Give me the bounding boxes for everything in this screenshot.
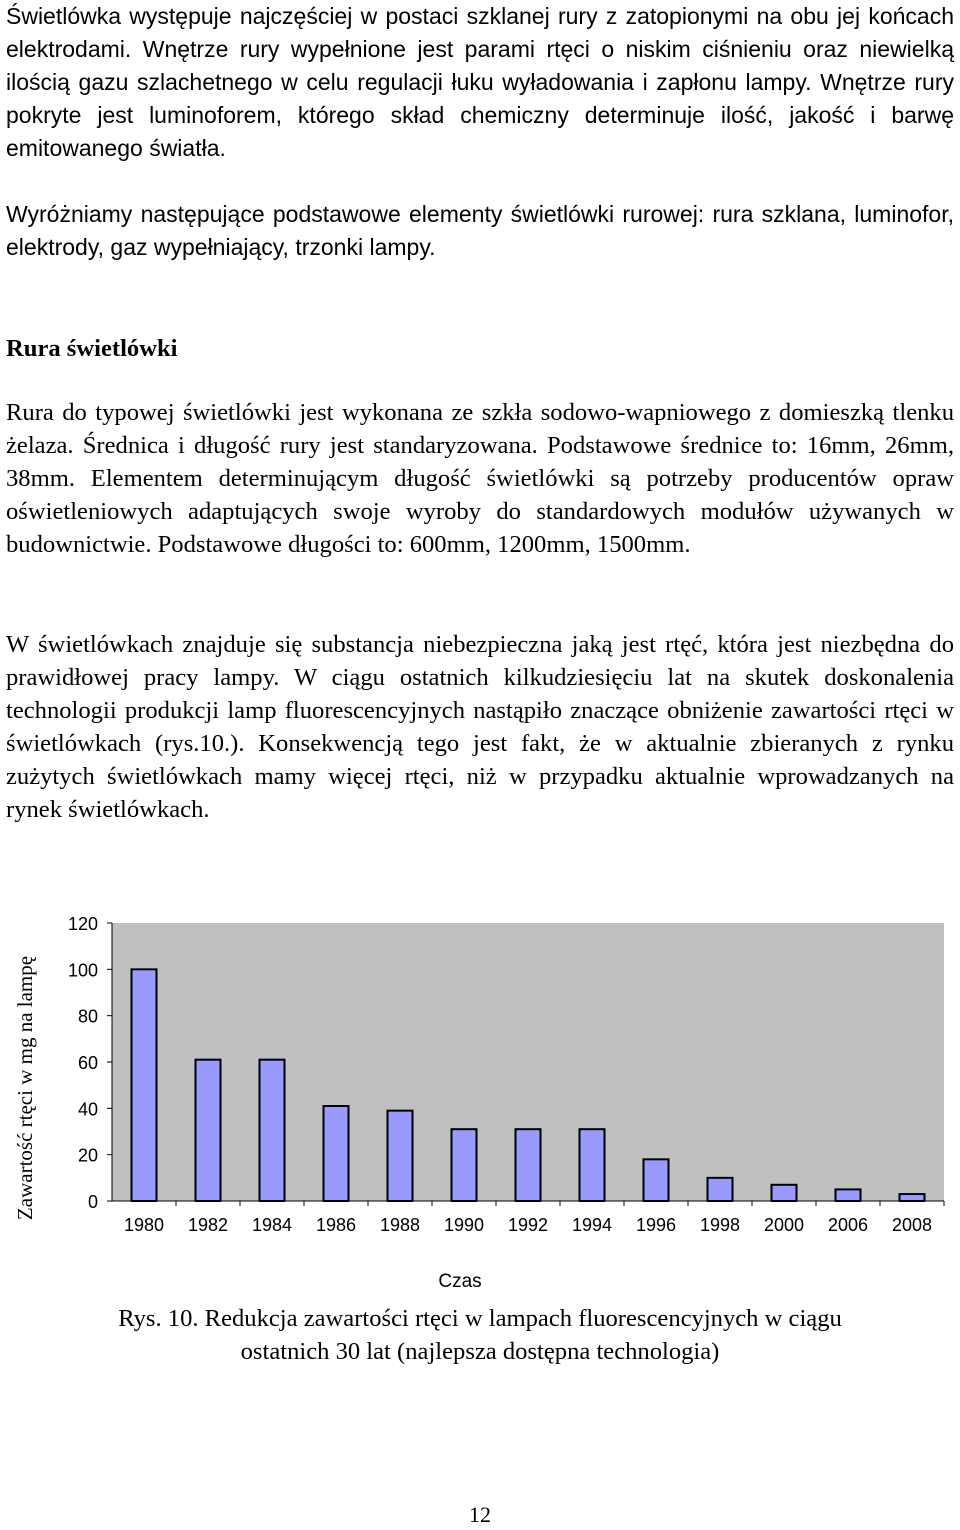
bar bbox=[708, 1178, 733, 1201]
bar bbox=[836, 1189, 861, 1201]
caption-line-2: ostatnich 30 lat (najlepsza dostępna technologia) bbox=[240, 1338, 720, 1365]
bar bbox=[388, 1111, 413, 1201]
section-heading: Rura świetlówki bbox=[6, 335, 178, 362]
x-tick-label: 1988 bbox=[379, 1215, 421, 1235]
x-tick-label: 1982 bbox=[187, 1215, 229, 1235]
caption-line-1: Rys. 10. Redukcja zawartości rtęci w lampach fluorescencyjnych w ciągu bbox=[118, 1305, 842, 1332]
bar bbox=[132, 969, 157, 1201]
paragraph-mercury: W świetlówkach znajduje się substancja niebezpieczna jaką jest rtęć, która jest niezbędna do prawidłowej pracy lampy. W ciągu ostatnich kilkudziesięciu lat na skutek doskonalenia technologii produkcji lamp fluorescencyjnych nastąpiło znaczące obniżenie zawartości rtęci w świetlówkach (rys.10.). Konsekwencją tego jest fakt, że w aktualnie zbieranych z rynku zużytych świetlówkach mamy więcej rtęci, niż w przypadku aktualnie wprowadzanych na rynek świetlówkach. bbox=[6, 631, 954, 823]
bar bbox=[644, 1159, 669, 1201]
y-tick-label: 20 bbox=[77, 1145, 98, 1166]
bar bbox=[900, 1194, 925, 1201]
x-tick-label: 1998 bbox=[699, 1215, 741, 1235]
mercury-bar-chart bbox=[0, 880, 960, 1300]
bar bbox=[772, 1185, 797, 1201]
bar bbox=[580, 1129, 605, 1201]
bar bbox=[196, 1060, 221, 1201]
y-tick-label: 60 bbox=[77, 1053, 98, 1073]
paragraph-elements: Wyróżniamy następujące podstawowe elementy świetlówki rurowej: rura szklana, luminofor, elektrody, gaz wypełniający, trzonki lampy. bbox=[6, 201, 954, 260]
y-tick-label: 80 bbox=[77, 1006, 98, 1027]
x-tick-label: 2006 bbox=[827, 1215, 869, 1235]
figure-caption bbox=[0, 1302, 960, 1368]
x-axis-label: Czas bbox=[438, 1271, 482, 1292]
x-tick-label: 1992 bbox=[507, 1215, 549, 1235]
x-tick-label: 2000 bbox=[763, 1215, 805, 1235]
y-tick-label: 120 bbox=[67, 914, 98, 934]
y-axis-label: Zawartość rtęci w mg na lampę bbox=[13, 955, 37, 1221]
bar bbox=[516, 1129, 541, 1201]
x-tick-label: 1996 bbox=[635, 1215, 677, 1235]
y-tick-label: 0 bbox=[87, 1192, 98, 1212]
x-tick-label: 2008 bbox=[891, 1215, 933, 1235]
paragraph-tube: Rura do typowej świetlówki jest wykonana ze szkła sodowo-wapniowego z domieszką tlenku żelaza. Średnica i długość rury jest standaryzowana. Podstawowe średnice to: 16mm, 26mm, 38mm. Elementem determinującym długość świetlówki są potrzeby producentów opraw oświetleniowych adaptujących swoje wyroby do standardowych modułów używanych w budownictwie. Podstawowe długości to: 600mm, 1200mm, 1500mm. bbox=[6, 399, 954, 558]
paragraph-intro: Świetlówka występuje najczęściej w postaci szklanej rury z zatopionymi na obu jej końcach elektrodami. Wnętrze rury wypełnione jest parami rtęci o niskim ciśnieniu oraz niewielką ilością gazu szlachetnego w celu regulacji łuku wyładowania i zapłonu lampy. Wnętrze rury pokryte jest luminoforem, którego skład chemiczny determinuje ilość, jakość i barwę emitowanego światła. bbox=[6, 3, 954, 161]
x-tick-label: 1980 bbox=[123, 1215, 165, 1235]
x-tick-label: 1986 bbox=[315, 1215, 357, 1235]
x-tick-label: 1990 bbox=[443, 1215, 485, 1235]
x-tick-label: 1984 bbox=[251, 1215, 293, 1235]
bar bbox=[324, 1106, 349, 1201]
page-number: 12 bbox=[469, 1502, 491, 1527]
y-tick-label: 40 bbox=[77, 1099, 98, 1120]
bar bbox=[260, 1060, 285, 1201]
bar bbox=[452, 1129, 477, 1201]
y-tick-label: 100 bbox=[67, 960, 98, 981]
x-tick-label: 1994 bbox=[571, 1215, 613, 1235]
